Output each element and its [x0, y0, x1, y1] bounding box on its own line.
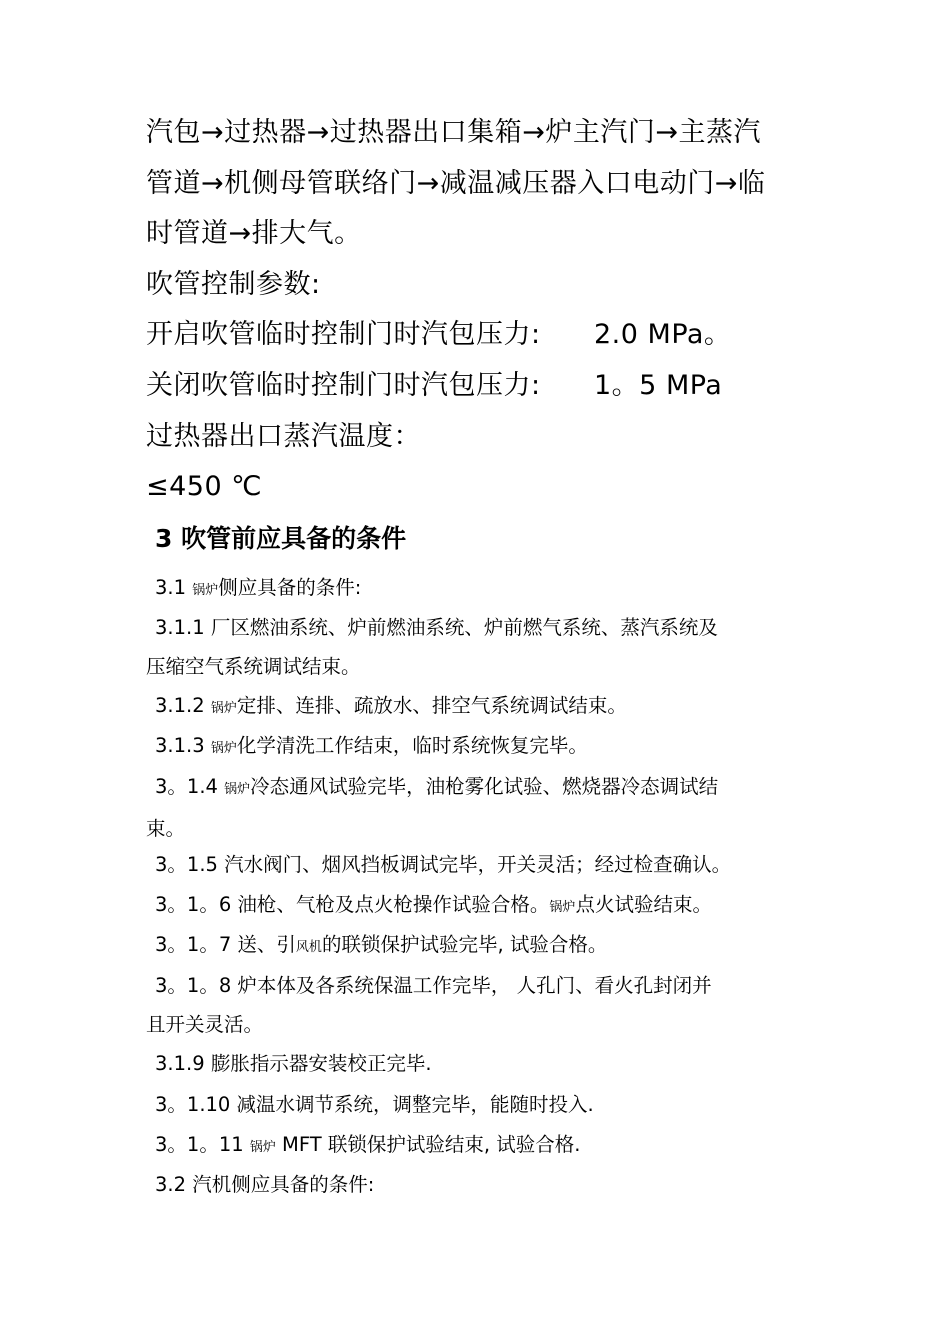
item-3-1-3: 3.1.3 锅炉化学清洗工作结束，临时系统恢复完毕。: [155, 734, 588, 757]
section-3-heading: 3 吹管前应具备的条件: [155, 524, 407, 553]
close-pressure-value: 1。5 MPa: [594, 370, 723, 401]
boiler-term: 锅炉: [192, 583, 219, 598]
item-3-1: 3.1 锅炉侧应具备的条件:: [155, 576, 362, 599]
item-3-1-11: 3。1。11 锅炉 MFT 联锁保护试验结束, 试验合格.: [155, 1133, 581, 1156]
flow-line-2: 管道→机侧母管联络门→减温减压器入口电动门→临: [146, 168, 766, 199]
flow-line-3: 时管道→排大气。: [146, 218, 362, 249]
item-3-1-4: 3。1.4 锅炉冷态通风试验完毕，油枪雾化试验、燃烧器冷态调试结 束。: [146, 775, 719, 840]
boiler-term: 锅炉: [549, 900, 576, 915]
flow-line-1: 汽包→过热器→过热器出口集箱→炉主汽门→主蒸汽: [146, 117, 761, 148]
item-3-1-9: 3.1.9 膨胀指示器安装校正完毕.: [155, 1052, 432, 1075]
boiler-term: 锅炉: [249, 1140, 276, 1155]
open-pressure-row: [146, 318, 732, 352]
item-3-1-8: 3。1。8 炉本体及各系统保温工作完毕， 人孔门、看火孔封闭并 且开关灵活。: [146, 974, 712, 1036]
close-pressure-label: 关闭吹管临时控制门时汽包压力:: [146, 370, 541, 401]
item-3-1-2: 3.1.2 锅炉定排、连排、疏放水、排空气系统调试结束。: [155, 694, 627, 717]
item-3-1-5: 3。1.5 汽水阀门、烟风挡板调试完毕，开关灵活；经过检查确认。: [155, 853, 732, 876]
item-3-1-7: 3。1。7 送、引风机的联锁保护试验完毕, 试验合格。: [155, 933, 608, 956]
steam-temp-label: 过热器出口蒸汽温度：: [146, 421, 421, 452]
item-3-1-10: 3。1.10 减温水调节系统，调整完毕，能随时投入.: [155, 1093, 594, 1116]
close-pressure-row: [146, 369, 723, 403]
item-3-2: 3.2 汽机侧应具备的条件:: [155, 1173, 375, 1196]
boiler-term: 锅炉: [224, 782, 251, 797]
boiler-term: 锅炉: [210, 741, 237, 756]
open-pressure-value: 2.0 MPa。: [594, 319, 732, 350]
fan-term: 风机: [295, 940, 322, 955]
item-3-1-6: 3。1。6 油枪、气枪及点火枪操作试验合格。锅炉点火试验结束。: [155, 893, 712, 916]
boiler-term: 锅炉: [210, 701, 237, 716]
item-3-1-1: 3.1.1 厂区燃油系统、炉前燃油系统、炉前燃气系统、蒸汽系统及 压缩空气系统调试结束。: [146, 616, 718, 678]
open-pressure-label: 开启吹管临时控制门时汽包压力:: [146, 319, 541, 350]
params-title: 吹管控制参数:: [146, 269, 321, 300]
steam-temp-value: ≤450 ℃: [146, 471, 263, 502]
